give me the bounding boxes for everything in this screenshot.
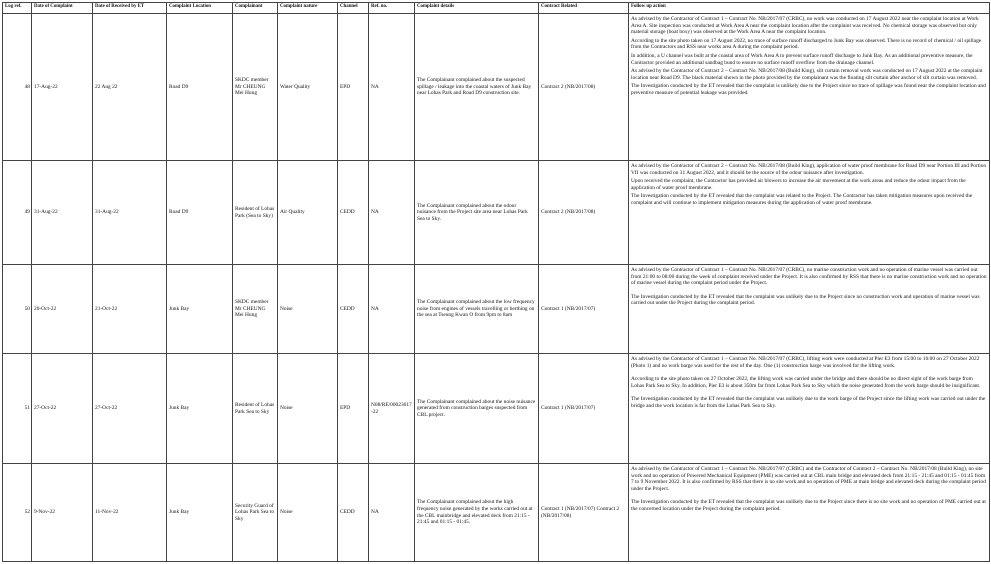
follow-up-cell [629,265,990,354]
log-ref-cell: 50 [3,265,32,354]
table-row [3,464,990,562]
location-cell: Road D9 [167,14,233,161]
details-cell: The Complainant complained about the low frequency noise from engines of vessels travelling or berthing on the sea at Tseung Kwan O from 9pm to 8am [415,265,539,354]
complainant-cell: SKDC member Mr CHEUNG Mei Hung [233,14,278,161]
location-cell: Road D9 [167,161,233,265]
contract-cell: Contract 1 (NB/2017/07) Contract 2 (NB/2017/08) [539,464,629,562]
nature-cell: Noise [278,464,338,562]
table-row [3,265,990,354]
header-contract: Contract Related [539,3,629,14]
header-date-received: Date of Received by ET [93,3,167,14]
location-cell: Junk Bay [167,265,233,354]
follow-up-cell [629,464,990,562]
follow-up-paragraph: As advised by the Contractor of Contract 2 – Contract No. NB/2017/08 (Build King), silt curtain removal work was conducted on 17 August 2022 at the complaint location near Road D9. The black material shown in the photo provided by the complainant was the floating silt curtain after anchor of silt curtain was removed. [631,68,983,81]
details-cell: The Complainant complained about the suspected spillage / leakage into the coastal waters of Junk Bay near Lohas Park and Road D9 construction site. [415,14,539,161]
header-row [3,3,990,14]
details-cell: The Complainant complained about the noise nuisance generated from construction barges suspected from CBL project. [415,354,539,464]
follow-up-paragraph: According to the site photo taken on 17 August 2022, no trace of surface runoff discharged to Junk Bay was observed. There is no record of chemical / oil spillage from the Contractors and RSS near works area A during the complaint period. [631,37,982,51]
header-channel: Channel [338,3,369,14]
header-log-ref: Log ref. [3,3,32,14]
log-ref-cell: 49 [3,161,32,265]
contract-cell: Contract 1 (NB/2017/07) [539,265,629,354]
ref-no-cell: NA [369,14,415,161]
log-ref-cell: 48 [3,14,32,161]
contract-cell: Contract 2 (NB/2017/08) [539,161,629,265]
follow-up-paragraph: The Investigation conducted by the ET revealed that the complaint was related to the Project. The Contractor has taken mitigation measures upon received the complaint and will continue to implement mitigation measures during the application of water proof membrane. [631,193,973,206]
ref-no-cell: NA [369,265,415,354]
follow-up-cell [629,14,990,161]
follow-up-paragraph: The Investigation conducted by the ET revealed that the complaint was unlikely due to the Project since no construction work and operation of marine vessel was carried out under the Project during the complaint period. [631,293,980,307]
channel-cell: CEDD [338,464,369,562]
date-received-cell: 31-Aug-22 [93,161,167,265]
details-cell: The Complainant complained about the high frequency noise generated by the works carried out at the CBL mainbridge and elevated deck from 21:15 - 21:45 and 01:15 - 01:45. [415,464,539,562]
ref-no-cell: NA [369,161,415,265]
follow-up-cell [629,161,990,265]
date-complaint-cell: 31-Aug-22 [32,161,93,265]
follow-up-paragraph: As advised by the Contractor of Contract 1 – Contract No. NB/2017/07 (CRBC), lifting work were conducted at Pier E3 from 15:00 to 16:00 on 27 October 2022 (Photo 1) and no work barge was used for the rest of the day. One (1) construction barge was involved for the lifting work. [631,356,980,369]
complainant-cell: Resident of Lohas Park (Sea to Sky) [233,161,278,265]
header-ref-no: Ref. no. [369,3,415,14]
complaint-log [2,2,989,562]
contract-cell: Contract 1 (NB/2017/07) [539,354,629,464]
channel-cell: CEDD [338,265,369,354]
complainant-cell: Security Guard of Lohas Park Sea to Sky [233,464,278,562]
contract-cell: Contract 2 (NB/2017/08) [539,14,629,161]
date-received-cell: 11-Nov-22 [93,464,167,562]
follow-up-paragraph: The Investigation conducted by the ET revealed that the complaint was unlikely due to the Project since there is no site work and no operation of PME carried out at the concerned location under the Project during the complaint period. [631,499,986,512]
follow-up-paragraph: The Investigation conducted by the ET revealed that the complaint is unlikely due to the Project since no trace of spillage was found near the complaint location and preventive measure of potential leakage was provided. [631,83,986,96]
date-received-cell: 21-Oct-22 [93,265,167,354]
follow-up-paragraph: As advised by the Contractor of Contract 2 – Contract No. NB/2017/08 (Build King), application of water proof membrane for Road D9 near Portion III and Portion VII was conducted on 31 August 2022, and it should be the source of the odour nuisance after investigation. [631,163,987,176]
header-date-complaint: Date of Complaint [32,3,93,14]
follow-up-cell [629,354,990,464]
follow-up-paragraph: In addition, a U channel was built at the coastal area of Work Area A to prevent surface runoff discharge to Junk Bay. As an additional preventive measure, the Contractor provided an additional sandbag bund to ensure no surface runoff overflow from the drainage channel. [631,52,973,66]
location-cell: Junk Bay [167,464,233,562]
nature-cell: Noise [278,265,338,354]
location-cell: Junk Bay [167,354,233,464]
follow-up-paragraph: The Investigation conducted by the ET revealed that the complaint was unlikely due to the work barge of the Project since the lifting work was carried out under the bridge and the work location is far from the Lohas Park Sea to Sky. [631,396,986,409]
nature-cell: Air Quality [278,161,338,265]
date-complaint-cell: 9-Nov-22 [32,464,93,562]
channel-cell: EPD [338,14,369,161]
date-complaint-cell: 27-Oct-22 [32,354,93,464]
log-ref-cell: 52 [3,464,32,562]
follow-up-paragraph: Upon received the complaint, the Contractor has provided air blowers to increase the air movement at the work areas and reduce the odour impact from the application of water proof membrane. [631,178,966,191]
table-row [3,354,990,464]
date-complaint-cell: 20-Oct-22 [32,265,93,354]
ref-no-cell: NA [369,464,415,562]
header-nature: Complaint nature [278,3,338,14]
log-ref-cell: 51 [3,354,32,464]
table-row [3,14,990,161]
complainant-cell: SKDC member Mr CHEUNG Mei Hung [233,265,278,354]
follow-up-paragraph: As advised by the Contractor of Contract 1 – Contract No. NB/2017/07 (CRBC) and the Contractor of Contract 2 – Contract No. NB/2017/08 (Build King), no site work and no operation of Powered Mechanical Equipment (PME) was carried out at CBL main bridge and elevated deck from 21:15 - 21:45 and 01:15 - 01:45 from 7 to 9 November 2022. It is also confirmed by RSS that there is no site work and no operation of PME at main bridge and elevated deck during the complaint period under the Project. [631,466,986,492]
header-location: Complaint Location [167,3,233,14]
nature-cell: Water Quality [278,14,338,161]
date-received-cell: 22 Aug 22 [93,14,167,161]
table-row [3,161,990,265]
header-follow-up: Follow up action [629,3,990,14]
follow-up-paragraph: According to the site photo taken on 27 October 2022, the lifting work was carried under the bridge and there should be no direct sight of the work barge from Lohas Park Sea to Sky. In addition, Pier E3 is about 350m far from Lohas Park Sea to Sky which the noise generated from the work barge should be insignificant. [631,376,981,389]
header-details: Complaint details [415,3,539,14]
date-received-cell: 27-Oct-22 [93,354,167,464]
complainant-cell: Resident of Lohas Park Sea to Sky [233,354,278,464]
complaint-log-table [2,2,990,562]
date-complaint-cell: 17-Aug-22 [32,14,93,161]
nature-cell: Noise [278,354,338,464]
follow-up-paragraph: As advised by the Contractor of Contract 1 – Contract No. NB/2017/07 (CRBC), no work was conducted on 17 August 2022 near the complaint location at Work Area A. Site inspection was conducted at Work Area A near the complaint location after the complaint was received. No chemical storage was observed but only material storage (boat boxy) was observed at the Work Area A near the complaint location. [631,16,979,36]
ref-no-cell: N08/RE/00023617-22 [369,354,415,464]
header-complainant: Complainant [233,3,278,14]
channel-cell: CEDD [338,161,369,265]
channel-cell: EPD [338,354,369,464]
details-cell: The Complainant complained about the odour nuisance from the Project site area near Lohas Park Sea to Sky. [415,161,539,265]
follow-up-paragraph: As advised by the Contractor of Contract 1 – Contract No. NB/2017/07 (CRBC), no marine construction work and no operation of marine vessel was carried out from 21:00 to 08:00 during the week of complaint received under the Project. It is also confirmed by RSS that there is no marine construction work and no operation of marine vessel during the complaint period under the Project. [631,267,987,287]
